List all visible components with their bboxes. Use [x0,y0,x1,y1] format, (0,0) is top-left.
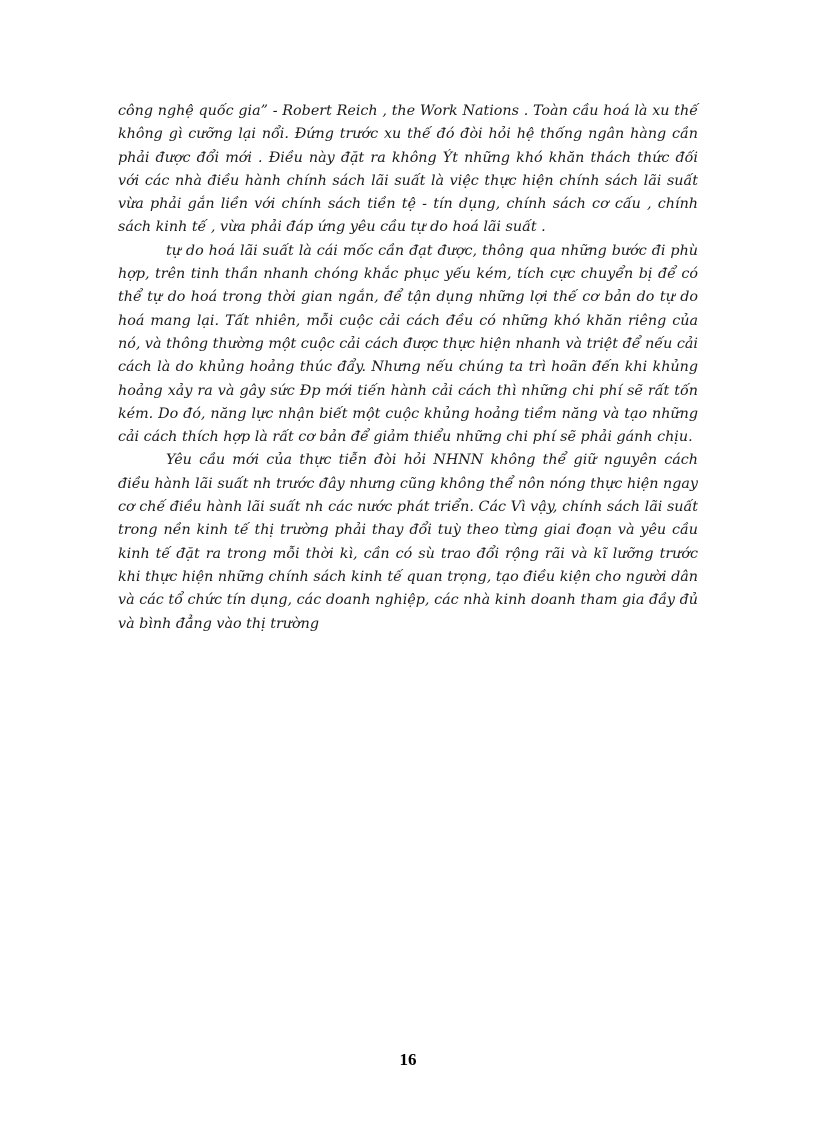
paragraph-3: Yêu cầu mới của thực tiễn đòi hỏi NHNN không thể giữ nguyên cách điều hành lãi suất nh trước đây nhưng cũng không thể nôn nóng thực hiện ngay cơ chế điều hành lãi suất nh các nước phát triển. Các Vì vậy, chính sách lãi suất trong nền kinh tế thị trường phải thay đổi tuỳ theo từng giai đoạn và yêu cầu kinh tế đặt ra trong mỗi thời kì, cần có sù trao đổi rộng rãi và kĩ lưỡng trước khi thực hiện những chính sách kinh tế quan trọng, tạo điều kiện cho người dân và các tổ chức tín dụng, các doanh nghiệp, các nhà kinh doanh tham gia đầy đủ và bình đẳng vào thị trường [118,452,698,632]
paragraph-2: tự do hoá lãi suất là cái mốc cần đạt được, thông qua những bước đi phù hợp, trên tinh thần nhanh chóng khắc phục yếu kém, tích cực chuyển bị để có thể tự do hoá trong thời gian ngắn, để tận dụng những lợi thế cơ bản do tự do hoá mang lại. Tất nhiên, mỗi cuộc cải cách đều có những khó khăn riêng của nó, và thông thường một cuộc cải cách được thực hiện nhanh và triệt để nếu cải cách là do khủng hoảng thúc đẩy. Nhưng nếu chúng ta trì hoãn đến khi khủng hoảng xảy ra và gây sức Ðp mới tiến hành cải cách thì những chi phí sẽ rất tốn kém. Do đó, năng lực nhận biết một cuộc khủng hoảng tiềm năng và tạo những cải cách thích hợp là rất cơ bản để giảm thiểu những chi phí sẽ phải gánh chịu. [118,242,698,446]
document-body [118,100,698,636]
page-number: 16 [399,1050,417,1069]
paragraph-1: công nghệ quốc gia” - Robert Reich , the Work Nations . Toàn cầu hoá là xu thế không gì cưỡng lại nổi. Đứng trước xu thế đó đòi hỏi hệ thống ngân hàng cần phải được đổi mới . Điều này đặt ra không Ýt những khó khăn thách thức đối với các nhà điều hành chính sách lãi suất là việc thực hiện chính sách lãi suất vừa phải gắn liền với chính sách tiền tệ - tín dụng, chính sách cơ cấu , chính sách kinh tế , vừa phải đáp ứng yêu cầu tự do hoá lãi suất . [118,103,698,236]
